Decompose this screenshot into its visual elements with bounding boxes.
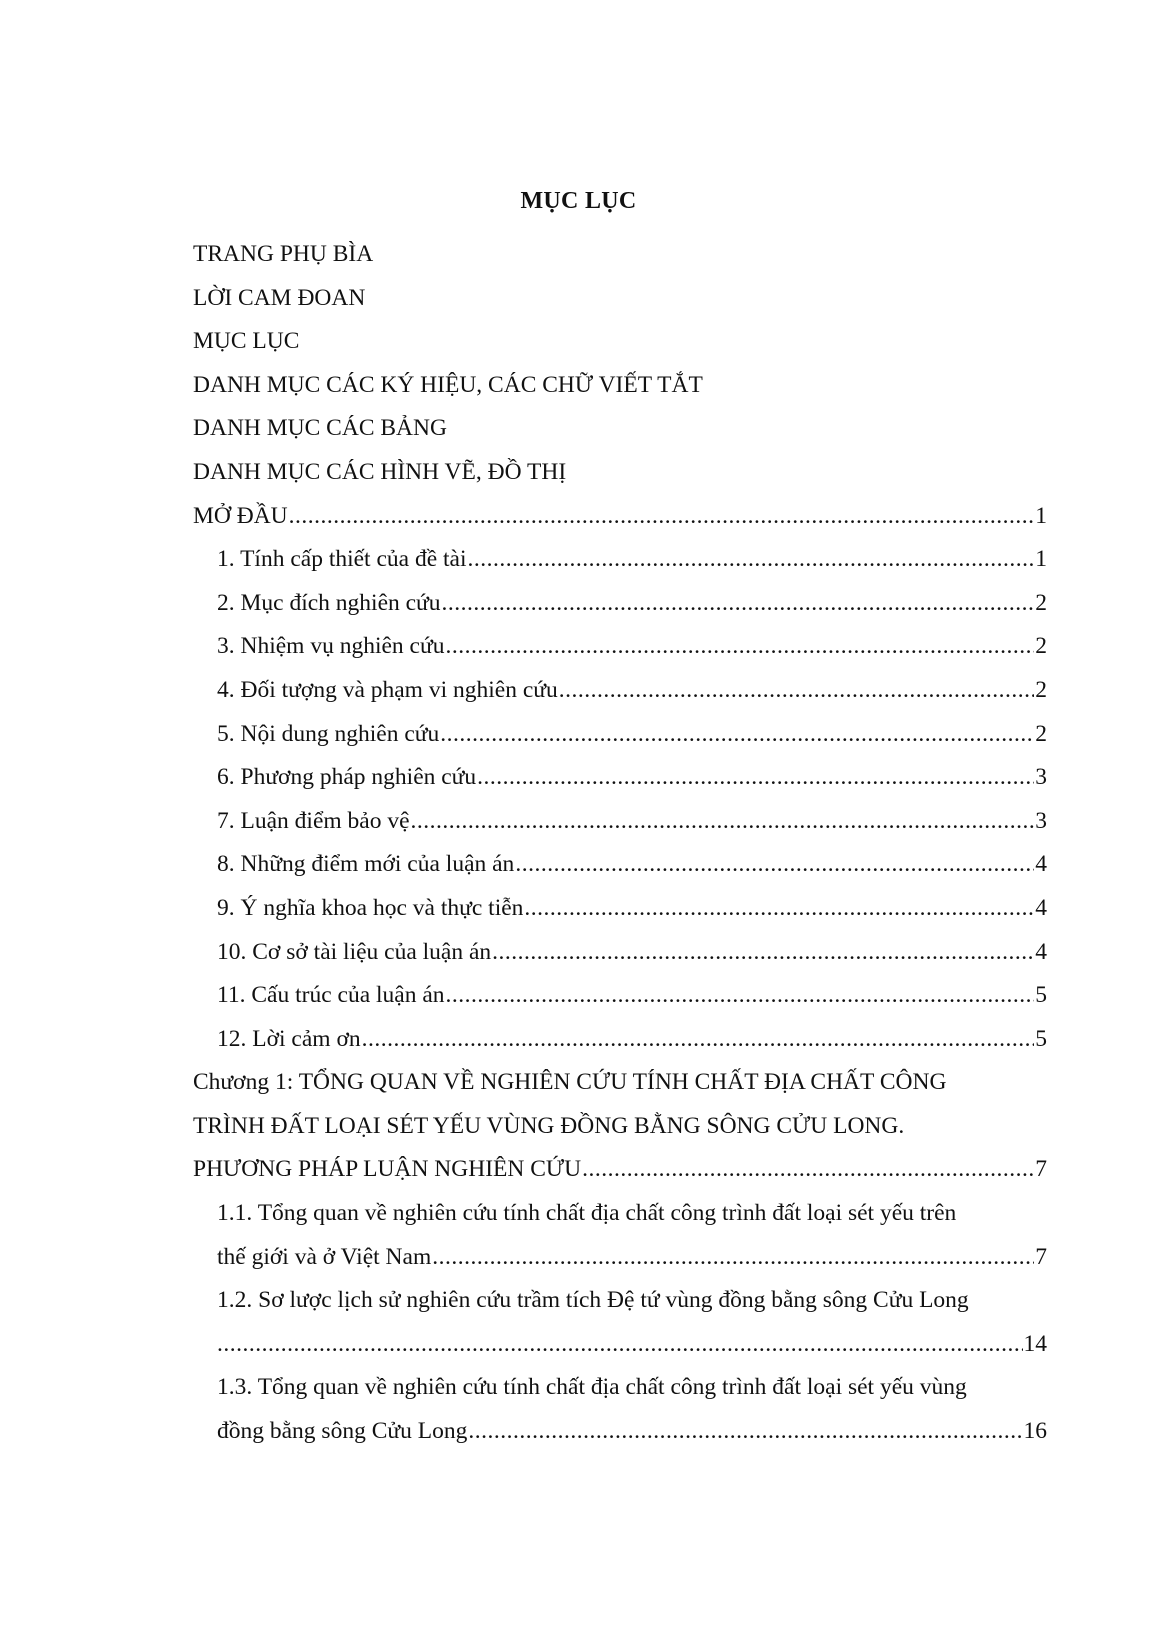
toc-page-number: 5 [1035, 982, 1047, 1009]
toc-page-number: 1 [1035, 502, 1047, 529]
toc-entry-text: TRANG PHỤ BÌA [193, 241, 374, 267]
toc-entry-text: PHƯƠNG PHÁP LUẬN NGHIÊN CỨU [193, 1156, 582, 1183]
toc-entry-section [193, 974, 1047, 1018]
toc-entry-text: 12. Lời cảm ơn [217, 1025, 361, 1052]
dot-leader [440, 713, 1034, 757]
toc-page-number: 14 [1023, 1330, 1047, 1357]
toc-entry-section [193, 582, 1047, 626]
toc-entry-text: thế giới và ở Việt Nam [217, 1243, 432, 1270]
toc-entry-section [193, 1018, 1047, 1062]
toc-entry-1-3-line-1 [193, 1366, 1047, 1410]
toc-page-number: 7 [1035, 1243, 1047, 1270]
toc-entry-text: 5. Nội dung nghiên cứu [217, 720, 440, 747]
toc-entry-text: DANH MỤC CÁC KÝ HIỆU, CÁC CHỮ VIẾT TẮT [193, 371, 703, 398]
toc-entry-text: TRÌNH ĐẤT LOẠI SÉT YẾU VÙNG ĐỒNG BẰNG SÔNG CỬU LONG. [193, 1112, 905, 1139]
dot-leader [559, 669, 1035, 713]
toc-entry-text: DANH MỤC CÁC HÌNH VẼ, ĐỒ THỊ [193, 458, 567, 485]
toc-entry-introduction [193, 495, 1047, 539]
toc-page-number: 1 [1035, 546, 1047, 573]
toc-entry-section [193, 843, 1047, 887]
dot-leader [468, 538, 1035, 582]
dot-leader [477, 756, 1034, 800]
toc-entry-figures [193, 451, 1047, 495]
table-of-contents [193, 233, 1047, 1454]
toc-page-number: 2 [1035, 589, 1047, 616]
toc-entry-chapter-1-line-3 [193, 1148, 1047, 1192]
dot-leader [442, 582, 1035, 626]
toc-entry-text: MỤC LỤC [193, 328, 300, 355]
dot-leader [468, 1410, 1022, 1454]
dot-leader [289, 495, 1035, 539]
toc-entry-1-2-line-2 [193, 1323, 1047, 1367]
toc-entry-contents [193, 320, 1047, 364]
toc-entry-text: 1. Tính cấp thiết của đề tài [217, 546, 467, 573]
toc-page-number: 16 [1023, 1418, 1047, 1445]
dot-leader [217, 1323, 1023, 1367]
toc-page-number: 2 [1035, 633, 1047, 660]
toc-entry-abbreviations [193, 364, 1047, 408]
dot-leader [445, 625, 1034, 669]
toc-page-number: 2 [1035, 720, 1047, 747]
dot-leader [411, 800, 1035, 844]
dot-leader [524, 887, 1034, 931]
toc-entry-tables [193, 407, 1047, 451]
toc-entry-text: 1.1. Tổng quan về nghiên cứu tính chất địa chất công trình đất loại sét yếu trên [217, 1200, 957, 1227]
toc-entry-1-1-line-1 [193, 1192, 1047, 1236]
toc-entry-text: MỞ ĐẦU [193, 502, 288, 529]
toc-entry-text: 1.2. Sơ lược lịch sử nghiên cứu trầm tích Đệ tứ vùng đồng bằng sông Cửu Long [217, 1287, 969, 1314]
toc-entry-declaration [193, 277, 1047, 321]
toc-entry-cover [193, 233, 1047, 277]
dot-leader [446, 974, 1035, 1018]
toc-page-number: 4 [1035, 938, 1047, 965]
toc-page-number: 3 [1035, 764, 1047, 791]
dot-leader [432, 1236, 1034, 1280]
dot-leader [515, 843, 1034, 887]
toc-entry-text: 11. Cấu trúc của luận án [217, 982, 445, 1009]
toc-page-number: 3 [1035, 807, 1047, 834]
toc-entry-section [193, 669, 1047, 713]
toc-entry-text: 3. Nhiệm vụ nghiên cứu [217, 633, 445, 660]
toc-entry-text: 2. Mục đích nghiên cứu [217, 589, 441, 616]
dot-leader [582, 1148, 1034, 1192]
toc-entry-text: LỜI CAM ĐOAN [193, 284, 366, 311]
toc-entry-section [193, 931, 1047, 975]
dot-leader [492, 931, 1034, 975]
toc-entry-text: 7. Luận điểm bảo vệ [217, 807, 410, 834]
toc-entry-text: DANH MỤC CÁC BẢNG [193, 415, 447, 442]
toc-entry-1-1-line-2 [193, 1236, 1047, 1280]
toc-entry-text: 4. Đối tượng và phạm vi nghiên cứu [217, 676, 558, 703]
toc-entry-section [193, 756, 1047, 800]
toc-page-number: 5 [1035, 1025, 1047, 1052]
dot-leader [362, 1018, 1035, 1062]
toc-entry-section [193, 713, 1047, 757]
toc-page-number: 2 [1035, 676, 1047, 703]
toc-page-number: 4 [1035, 851, 1047, 878]
toc-page-number: 7 [1035, 1156, 1047, 1183]
toc-entry-chapter-1-line-1 [193, 1061, 1047, 1105]
toc-entry-1-2-line-1 [193, 1279, 1047, 1323]
toc-page-number: 4 [1035, 894, 1047, 921]
toc-entry-text: 1.3. Tổng quan về nghiên cứu tính chất địa chất công trình đất loại sét yếu vùng [217, 1374, 967, 1401]
toc-entry-1-3-line-2 [193, 1410, 1047, 1454]
toc-entry-text: 6. Phương pháp nghiên cứu [217, 764, 477, 791]
toc-entry-text: đồng bằng sông Cửu Long [217, 1418, 468, 1445]
toc-entry-section [193, 625, 1047, 669]
toc-entry-section [193, 887, 1047, 931]
toc-entry-text: 8. Những điểm mới của luận án [217, 851, 515, 878]
toc-entry-section [193, 800, 1047, 844]
page-title: MỤC LỤC [520, 188, 637, 214]
toc-entry-text: 9. Ý nghĩa khoa học và thực tiễn [217, 894, 524, 921]
toc-entry-chapter-1-line-2 [193, 1105, 1047, 1149]
toc-entry-section [193, 538, 1047, 582]
toc-entry-text: 10. Cơ sở tài liệu của luận án [217, 938, 492, 965]
toc-entry-text: Chương 1: TỔNG QUAN VỀ NGHIÊN CỨU TÍNH CHẤT ĐỊA CHẤT CÔNG [193, 1069, 947, 1096]
